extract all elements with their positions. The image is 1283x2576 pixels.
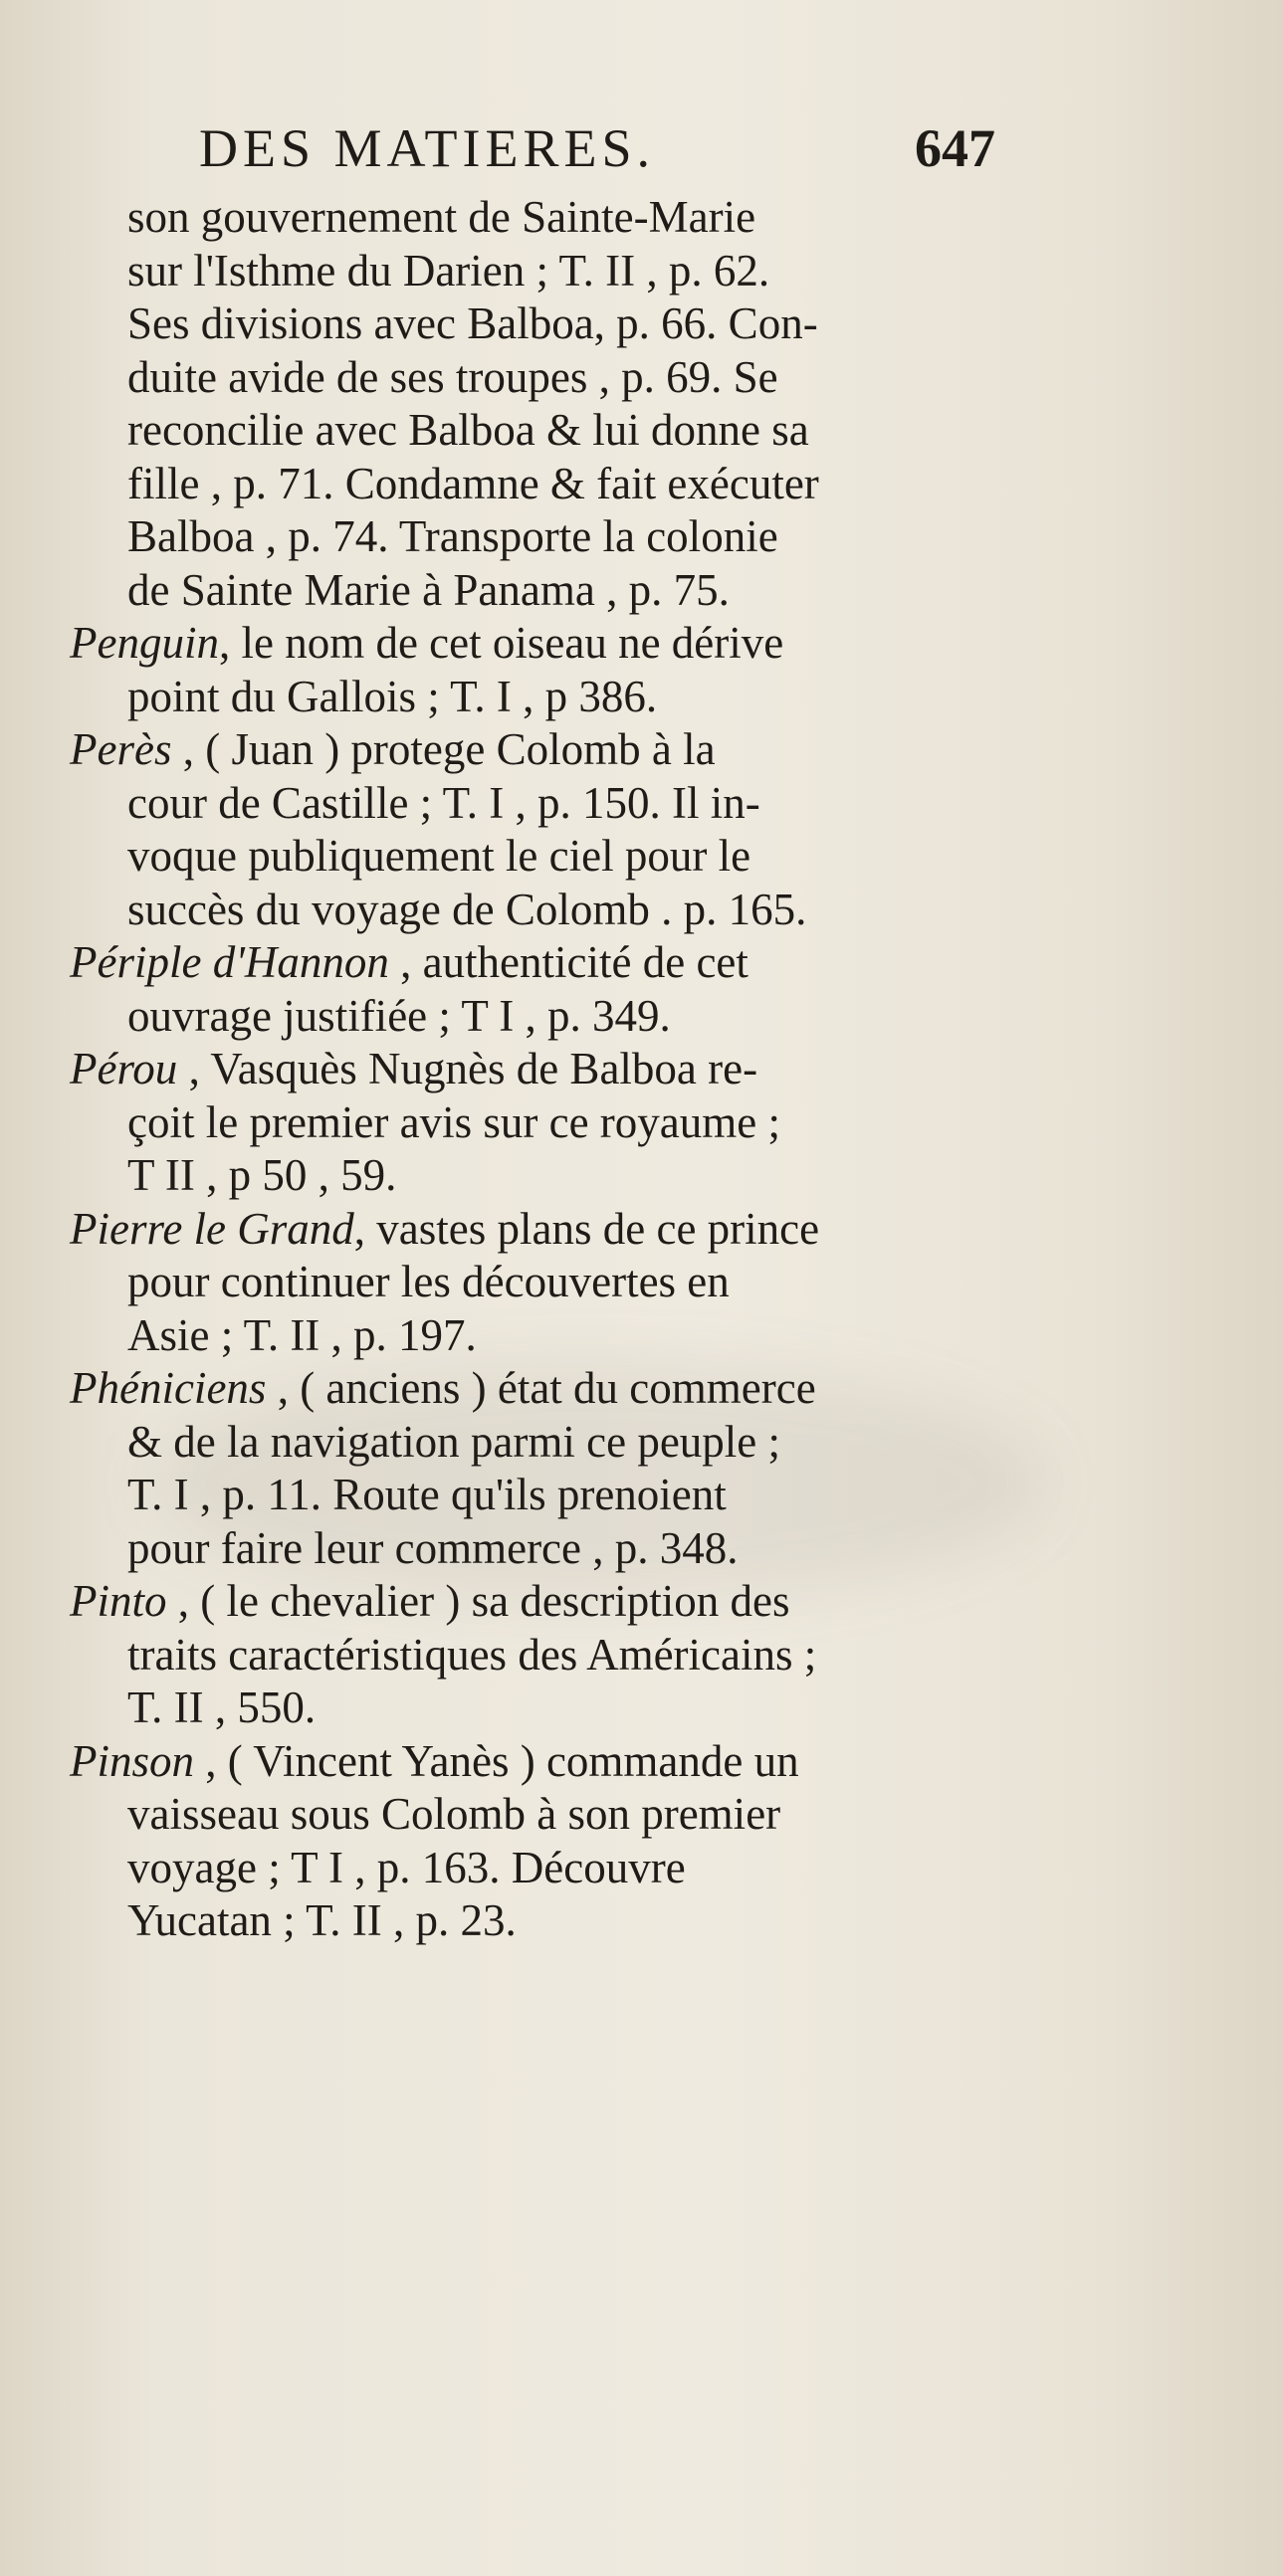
entry-line: voque publiquement le ciel pour le [127,831,751,881]
entry-first-line [70,1043,995,1096]
entry-first-text: , ( anciens ) état du commerce [266,1363,816,1413]
entry-first-text: , ( le chevalier ) sa description des [166,1576,790,1626]
entry-line: succès du voyage de Colomb . p. 165. [127,884,807,934]
entry-line: T II , p 50 , 59. [127,1150,397,1200]
running-header [199,117,995,197]
index-entry [70,1043,995,1203]
entry-line: Balboa , p. 74. Transporte la colonie [127,511,778,561]
entry-line: pour continuer les découvertes en [127,1257,730,1306]
entry-line: & de la navigation parmi ce peuple ; [127,1416,781,1467]
entry-line: de Sainte Marie à Panama , p. 75. [127,564,730,615]
page-number: 647 [915,118,995,178]
index-entry [70,1362,995,1575]
entry-headword: Pinto [70,1576,167,1626]
entry-line: T. II , 550. [127,1683,317,1732]
index-entry [70,936,995,1043]
page-title: DES MATIERES. [199,118,656,178]
entry-line: cour de Castille ; T. I , p. 150. Il in- [127,777,760,828]
entry-headword: Pierre le Grand [70,1203,354,1254]
entry-line: traits caractéristiques des Américains ; [127,1629,817,1680]
entry-first-line [70,1575,995,1629]
entry-headword: Périple d'Hannon [70,937,389,987]
index-entry [70,1203,995,1363]
index-entry [70,617,995,723]
entry-line: son gouvernement de Sainte-Marie [127,192,756,242]
entry-line: Yucatan ; T. II , p. 23. [127,1895,517,1945]
entry-line: reconcilie avec Balboa & lui donne sa [127,405,809,455]
index-entry [70,191,995,617]
entry-line: sur l'Isthme du Darien ; T. II , p. 62. [127,245,770,296]
index-entry [70,723,995,936]
entry-first-text: , ( Juan ) protege Colomb à la [171,724,716,774]
index-entry [70,1575,995,1735]
entry-first-text: , Vasquès Nugnès de Balboa re- [177,1044,758,1093]
entry-line: fille , p. 71. Condamne & fait exécuter [127,458,819,508]
entry-first-line [70,1362,995,1416]
index-entries [70,191,995,1948]
entry-headword: Pérou [70,1044,178,1093]
entry-headword: Perès [70,724,172,774]
entry-line: Asie ; T. II , p. 197. [127,1309,477,1360]
entry-line: pour faire leur commerce , p. 348. [127,1522,739,1573]
entry-first-line [70,1735,995,1789]
entry-headword: Phéniciens [70,1363,267,1413]
entry-first-text: , vastes plans de ce prince [353,1203,820,1254]
entry-first-text: , le nom de cet oiseau ne dérive [218,618,784,668]
entry-first-text: , authenticité de cet [388,937,748,987]
entry-first-line [70,1203,995,1257]
entry-headword: Penguin [70,618,219,668]
entry-headword: Pinson [70,1735,195,1786]
entry-first-text: , ( Vincent Yanès ) commande un [194,1735,799,1786]
entry-line: T. I , p. 11. Route qu'ils prenoient [127,1470,727,1519]
entry-first-line [70,617,995,671]
entry-line: ouvrage justifiée ; T I , p. 349. [127,990,671,1041]
entry-line: point du Gallois ; T. I , p 386. [127,671,658,721]
entry-line: voyage ; T I , p. 163. Découvre [127,1842,686,1892]
entry-line: çoit le premier avis sur ce royaume ; [127,1096,780,1147]
index-entry [70,1735,995,1948]
entry-line: vaisseau sous Colomb à son premier [127,1789,781,1839]
entry-line: Ses divisions avec Balboa, p. 66. Con- [127,298,818,348]
entry-first-line [70,723,995,777]
entry-line: duite avide de ses troupes , p. 69. Se [127,351,778,402]
entry-first-line [70,936,995,990]
